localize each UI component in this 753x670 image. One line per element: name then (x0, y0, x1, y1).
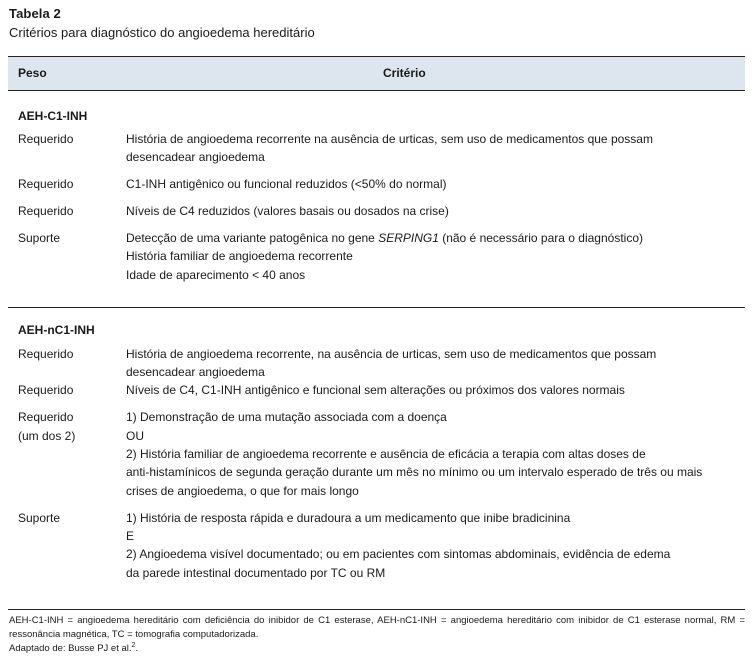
row-criterion: História de angioedema recorrente na ausência de urticas, sem uso de medicamentos que possam (126, 132, 653, 146)
row-criterion: crises de angioedema, o que for mais longo (126, 484, 359, 498)
abbreviations-note: AEH-C1-INH = angioedema hereditário com deficiência do inibidor de C1 esterase, AEH-nC1-INH = angioedema hereditário com inibidor de C1 esterase normal, RM = ressonância magnética, TC = tomografia computadorizada. (9, 615, 745, 640)
row-criterion: Níveis de C4 reduzidos (valores basais ou dosados na crise) (126, 204, 449, 218)
row-criterion: C1-INH antigênico ou funcional reduzidos (<50% do normal) (126, 177, 447, 191)
row-weight: Requerido (18, 177, 74, 191)
table-footnote (9, 614, 745, 656)
row-criterion: 2) História familiar de angioedema recorrente e ausência de eficácia a terapia com altas doses de (126, 447, 646, 461)
table-header (8, 56, 745, 91)
row-criterion: História de angioedema recorrente, na ausência de urticas, sem uso de medicamentos que possam (126, 347, 657, 361)
table-bottom-rule (8, 609, 745, 610)
source-ref: 2 (131, 641, 136, 649)
table-caption: Critérios para diagnóstico do angioedema hereditário (9, 25, 315, 40)
gene-name: SERPING1 (378, 231, 439, 245)
row-weight: (um dos 2) (18, 429, 76, 443)
row-criterion: 1) História de resposta rápida e duradoura a um medicamento que inibe bradicinina (126, 511, 571, 525)
row-criterion (126, 229, 643, 247)
row-criterion: desencadear angioedema (126, 365, 265, 379)
row-weight: Suporte (18, 231, 61, 245)
row-weight: Suporte (18, 511, 61, 525)
row-criterion: História familiar de angioedema recorrente (126, 249, 353, 263)
row-criterion: desencadear angioedema (126, 150, 265, 164)
row-criterion: Níveis de C4, C1-INH antigênico e funcional sem alterações ou próximos dos valores normais (126, 383, 625, 397)
table-label: Tabela 2 (9, 6, 61, 21)
row-criterion: anti-histamínicos de segunda geração durante um mês no mínimo ou um intervalo esperado de três ou mais (126, 465, 703, 479)
row-weight: Requerido (18, 383, 74, 397)
row-criterion: Idade de aparecimento < 40 anos (126, 268, 306, 282)
header-criterio: Critério (383, 66, 426, 80)
criterion-text: Detecção de uma variante patogênica no gene (126, 231, 379, 245)
section-divider (8, 307, 745, 308)
row-criterion: 1) Demonstração de uma mutação associada com a doença (126, 410, 447, 424)
section-title: AEH-nC1-INH (18, 323, 95, 337)
source-text: Adaptado de: Busse PJ et al. (9, 643, 132, 654)
row-weight: Requerido (18, 410, 74, 424)
source-note (9, 642, 745, 656)
row-weight: Requerido (18, 132, 74, 146)
row-weight: Requerido (18, 204, 74, 218)
criterion-text: (não é necessário para o diagnóstico) (438, 231, 643, 245)
row-criterion: 2) Angioedema visível documentado; ou em pacientes com sintomas abdominais, evidência de edema (126, 547, 671, 561)
header-peso: Peso (18, 66, 47, 80)
row-criterion: da parede intestinal documentado por TC ou RM (126, 566, 386, 580)
row-criterion: E (126, 529, 135, 543)
row-weight: Requerido (18, 347, 74, 361)
row-criterion: OU (126, 429, 144, 443)
section-title: AEH-C1-INH (18, 109, 88, 123)
source-end: . (135, 643, 139, 654)
